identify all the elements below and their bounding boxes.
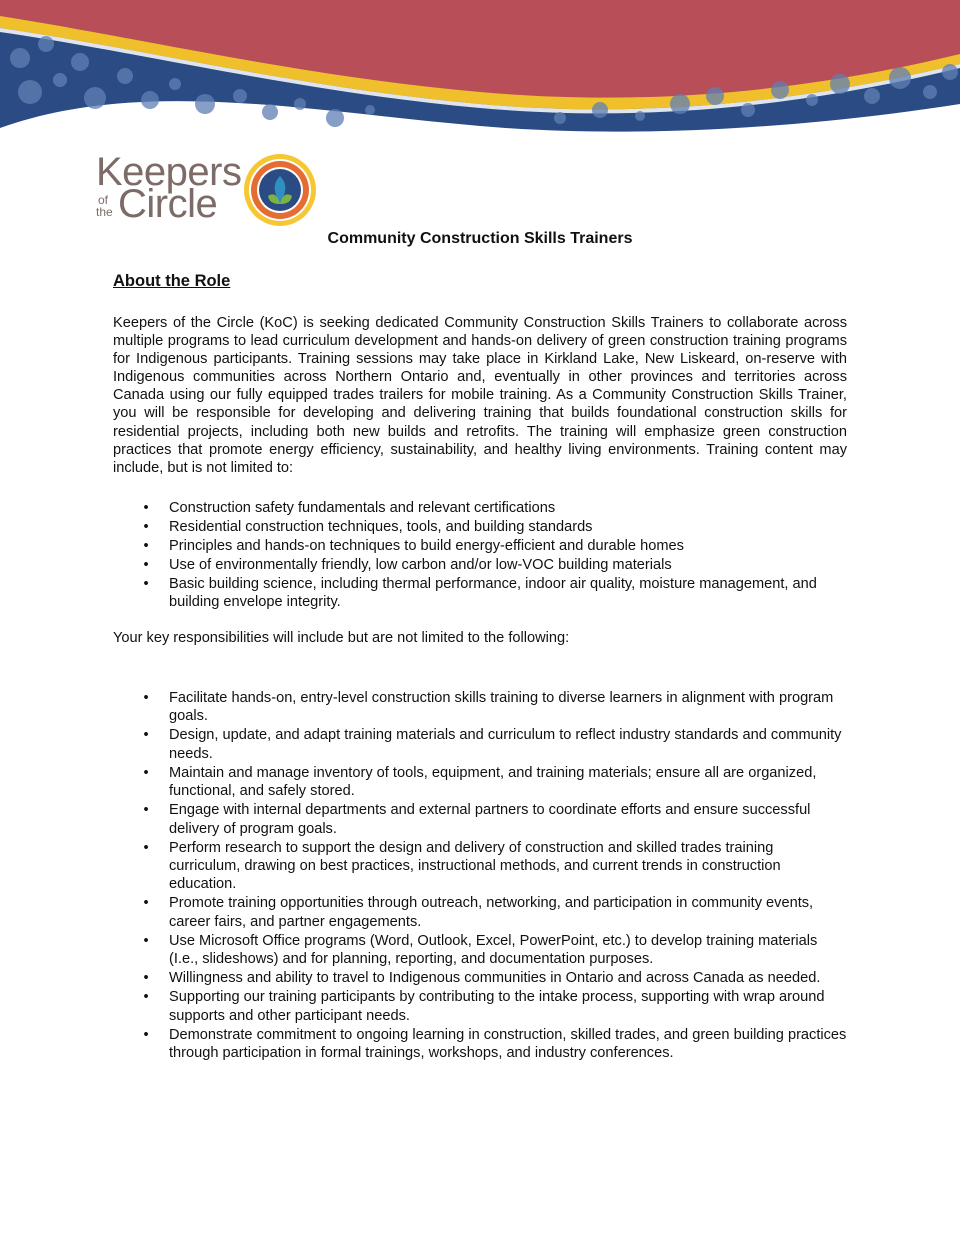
list-item: • Demonstrate commitment to ongoing learning in construction, skilled trades, and green building practices through participation in formal trainings, workshops, and industry conferences. xyxy=(143,1026,847,1062)
header-banner xyxy=(0,0,960,140)
sun-emblem-icon xyxy=(242,152,318,228)
list-item: • Perform research to support the design and delivery of construction and skilled trades training curriculum, drawing on best practices, instructional methods, and current trends in construction education. xyxy=(143,839,781,893)
organization-logo xyxy=(96,150,326,230)
list-item: • Facilitate hands-on, entry-level construction skills training to diverse learners in alignment with program goals. xyxy=(143,690,834,725)
list-item: • Supporting our training participants by contributing to the intake process, supporting with wrap around supports and other participant needs. xyxy=(143,989,825,1024)
list-item: • Maintain and manage inventory of tools, equipment, and training materials; ensure all are organized, functional, and safely stored. xyxy=(143,764,817,800)
list-item: • Construction safety fundamentals and relevant certifications xyxy=(143,500,556,516)
logo-circle-text: Circle xyxy=(118,182,218,226)
responsibilities-list xyxy=(113,689,847,1063)
logo-the-text: the xyxy=(96,205,113,219)
list-item: • Residential construction techniques, tools, and building standards xyxy=(143,519,593,535)
list-item: • Design, update, and adapt training materials and curriculum to reflect industry standards and community needs. xyxy=(143,727,842,762)
intro-paragraph: Keepers of the Circle (KoC) is seeking dedicated Community Construction Skills Trainers to collaborate across multiple programs to lead curriculum development and hands-on delivery of green construction training programs for Indigenous participants. Training sessions may take place in Kirkland Lake, New Liskeard, on-reserve with Indigenous communities across Northern Ontario and, eventually in other provinces and territories across Canada using our fully equipped trades trailers for mobile training. As a Community Construction Skills Trainer, you will be responsible for developing and delivering training that builds foundational construction skills for residential projects, including both new builds and retrofits. The training will emphasize green construction practices that promote energy efficiency, sustainability, and healthy living environments. Training content may include, but is not limited to: xyxy=(113,315,847,476)
logo-keepers-text: Keepers xyxy=(96,150,242,194)
list-item: • Use Microsoft Office programs (Word, Outlook, Excel, PowerPoint, etc.) to develop training materials (I.e., slideshows) and for planning, reporting, and documentation purposes. xyxy=(143,932,818,968)
list-item: • Willingness and ability to travel to Indigenous communities in Ontario and across Canada as needed. xyxy=(143,970,821,987)
list-item: • Basic building science, including thermal performance, indoor air quality, moisture management, and building envelope integrity. xyxy=(143,576,817,611)
responsibilities-lead: Your key responsibilities will include but are not limited to the following: xyxy=(113,630,570,646)
document-title: Community Construction Skills Trainers xyxy=(327,230,633,247)
logo-of-text: of xyxy=(98,193,109,207)
training-content-list xyxy=(113,499,847,612)
list-item: • Principles and hands-on techniques to build energy-efficient and durable homes xyxy=(143,538,684,554)
list-item: • Promote training opportunities through outreach, networking, and participation in community events, career fairs, and partner engagements. xyxy=(143,895,814,930)
about-role-heading: About the Role xyxy=(113,272,231,290)
list-item: • Engage with internal departments and external partners to coordinate efforts and ensure successful delivery of program goals. xyxy=(143,802,811,837)
list-item: • Use of environmentally friendly, low carbon and/or low-VOC building materials xyxy=(143,557,672,573)
